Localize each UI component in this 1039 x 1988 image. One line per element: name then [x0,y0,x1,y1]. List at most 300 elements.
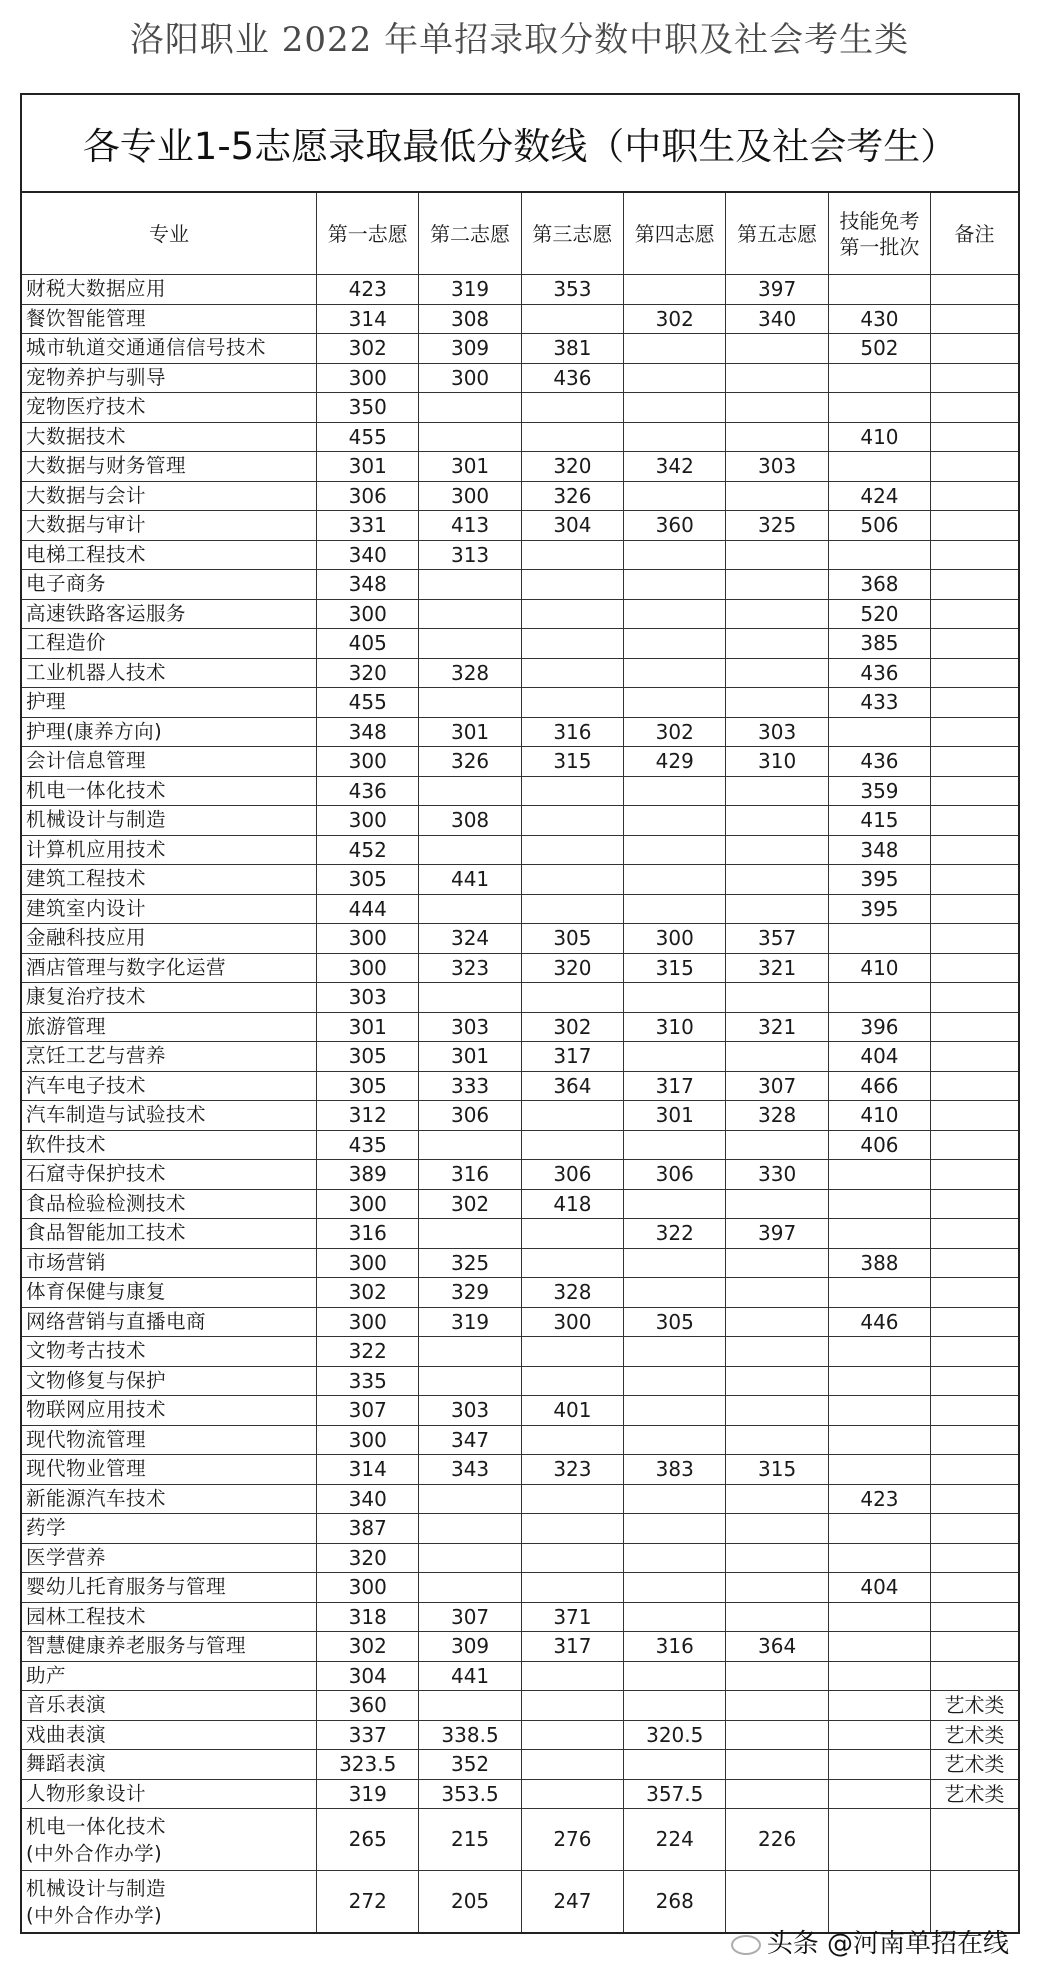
major-name: 工程造价 [26,631,107,655]
score-cell: 520 [828,599,930,629]
remark-cell: 艺术类 [931,1750,1019,1780]
score-cell: 306 [624,1160,726,1190]
table-row [21,1396,1019,1426]
score-cell: 430 [828,304,930,334]
score-cell [521,304,623,334]
watermark-logo-icon [731,1935,761,1955]
score-cell: 300 [521,1307,623,1337]
score-cell: 395 [828,865,930,895]
table-row [21,422,1019,452]
score-cell [828,1455,930,1485]
score-cell [828,1661,930,1691]
score-cell [726,658,828,688]
score-cell [828,1514,930,1544]
major-name: 建筑工程技术 [26,867,147,891]
score-cell [419,1543,521,1573]
score-cell: 435 [317,1130,419,1160]
score-cell [419,599,521,629]
major-name-cell [21,1809,317,1871]
score-cell [828,1189,930,1219]
score-cell [521,894,623,924]
table-row [21,1602,1019,1632]
score-cell [726,1720,828,1750]
remark-cell [931,894,1019,924]
remark-cell [931,1661,1019,1691]
table-row [21,1661,1019,1691]
score-cell [624,481,726,511]
score-cell: 404 [828,1042,930,1072]
score-cell: 397 [726,275,828,305]
remark-cell [931,275,1019,305]
major-name: 物联网应用技术 [26,1398,167,1422]
major-name: 护理 [26,690,67,714]
score-cell: 326 [521,481,623,511]
score-cell: 337 [317,1720,419,1750]
table-header-row [21,192,1019,275]
score-cell: 348 [317,570,419,600]
score-cell [726,334,828,364]
score-table [20,191,1020,1934]
score-cell [419,1691,521,1721]
major-name: 机械设计与制造 [26,1876,167,1900]
score-cell: 405 [317,629,419,659]
table-row [21,1425,1019,1455]
remark-cell [931,1160,1019,1190]
table-row [21,629,1019,659]
score-cell [726,1425,828,1455]
score-cell: 436 [521,363,623,393]
major-name: 高速铁路客运服务 [26,601,187,625]
remark-cell [931,806,1019,836]
remark-cell: 艺术类 [931,1720,1019,1750]
major-name-cell [21,481,317,511]
score-cell: 340 [317,1484,419,1514]
score-cell [419,422,521,452]
major-name-cell [21,422,317,452]
remark-cell [931,452,1019,482]
major-name-cell [21,806,317,836]
score-cell: 359 [828,776,930,806]
score-cell [828,1278,930,1308]
score-cell: 301 [317,452,419,482]
table-row [21,334,1019,364]
major-name: 文物考古技术 [26,1339,147,1363]
score-cell [726,481,828,511]
score-cell: 301 [317,1012,419,1042]
remark-cell [931,629,1019,659]
score-cell: 300 [317,1425,419,1455]
major-name-cell [21,1750,317,1780]
score-cell [624,835,726,865]
score-cell: 302 [317,1278,419,1308]
score-cell: 360 [317,1691,419,1721]
score-cell [624,1514,726,1544]
remark-cell [931,363,1019,393]
score-cell: 343 [419,1455,521,1485]
remark-cell [931,776,1019,806]
score-cell [726,1130,828,1160]
major-name-cell [21,1632,317,1662]
score-cell: 305 [317,865,419,895]
score-cell: 321 [726,1012,828,1042]
remark-cell [931,717,1019,747]
major-name: 护理(康养方向) [26,719,163,743]
major-name-cell [21,1514,317,1544]
score-cell: 433 [828,688,930,718]
score-cell: 303 [726,452,828,482]
score-cell: 325 [419,1248,521,1278]
major-name-cell [21,304,317,334]
major-name-cell [21,1366,317,1396]
score-cell: 303 [419,1012,521,1042]
score-cell: 413 [419,511,521,541]
table-row [21,1691,1019,1721]
major-name: 大数据与审计 [26,513,147,537]
major-name-cell [21,835,317,865]
major-name-cell [21,363,317,393]
major-name-cell [21,1396,317,1426]
major-name-cell [21,1573,317,1603]
major-name-cell [21,393,317,423]
score-cell: 300 [317,1189,419,1219]
column-header [726,192,828,275]
remark-cell [931,1307,1019,1337]
major-name: 医学营养 [26,1545,107,1569]
score-cell [828,1366,930,1396]
score-cell [521,1691,623,1721]
remark-cell [931,1573,1019,1603]
table-row [21,983,1019,1013]
score-cell: 315 [624,953,726,983]
remark-cell [931,688,1019,718]
major-name: 烹饪工艺与营养 [26,1044,167,1068]
score-cell [419,1219,521,1249]
score-cell [624,275,726,305]
score-cell [726,363,828,393]
major-name-cell [21,776,317,806]
score-cell: 306 [317,481,419,511]
major-name-cell [21,1871,317,1934]
score-cell [521,570,623,600]
score-cell: 325 [726,511,828,541]
column-header [624,192,726,275]
remark-cell [931,1219,1019,1249]
score-cell: 224 [624,1809,726,1871]
score-cell: 338.5 [419,1720,521,1750]
score-cell [726,1602,828,1632]
remark-cell [931,835,1019,865]
score-cell [624,1278,726,1308]
score-cell [624,1750,726,1780]
score-cell: 301 [624,1101,726,1131]
major-name-cell [21,1189,317,1219]
major-name: 机械设计与制造 [26,808,167,832]
score-cell: 506 [828,511,930,541]
score-cell [726,540,828,570]
score-cell [419,776,521,806]
score-cell [521,1219,623,1249]
score-cell: 328 [521,1278,623,1308]
remark-cell [931,599,1019,629]
major-name: 食品智能加工技术 [26,1221,187,1245]
score-cell [624,393,726,423]
score-cell: 313 [419,540,521,570]
major-name-cell [21,688,317,718]
score-cell: 340 [317,540,419,570]
table-body [21,275,1019,1934]
major-name: 舞蹈表演 [26,1752,107,1776]
table-row [21,894,1019,924]
score-cell: 371 [521,1602,623,1632]
score-cell: 300 [317,363,419,393]
score-cell: 322 [317,1337,419,1367]
score-cell: 381 [521,334,623,364]
major-name-cell [21,1042,317,1072]
score-cell: 304 [521,511,623,541]
major-name: 石窟寺保护技术 [26,1162,167,1186]
score-cell: 340 [726,304,828,334]
score-cell [624,1042,726,1072]
score-cell: 303 [317,983,419,1013]
score-cell [726,393,828,423]
score-cell [521,1101,623,1131]
score-cell [521,1661,623,1691]
remark-cell [931,865,1019,895]
remark-cell [931,1455,1019,1485]
major-name: 新能源汽车技术 [26,1486,167,1510]
score-cell: 268 [624,1871,726,1934]
major-name: 文物修复与保护 [26,1368,167,1392]
score-cell: 364 [726,1632,828,1662]
score-cell [828,540,930,570]
score-cell [521,629,623,659]
remark-cell [931,304,1019,334]
score-cell [726,1779,828,1809]
score-cell: 265 [317,1809,419,1871]
column-header [521,192,623,275]
score-cell: 316 [624,1632,726,1662]
score-cell [624,1691,726,1721]
score-cell [726,983,828,1013]
table-row [21,540,1019,570]
major-name: 机电一体化技术 [26,1814,167,1838]
major-name-cell [21,747,317,777]
watermark-text: 头条 @河南单招在线 [766,1929,1009,1959]
remark-cell [931,1396,1019,1426]
score-cell [726,835,828,865]
score-cell [521,1425,623,1455]
remark-cell [931,1602,1019,1632]
score-cell [521,1779,623,1809]
major-name-cell [21,334,317,364]
score-cell: 444 [317,894,419,924]
table-row [21,393,1019,423]
score-cell: 302 [624,304,726,334]
score-cell: 436 [317,776,419,806]
score-cell [726,1248,828,1278]
score-cell: 306 [521,1160,623,1190]
score-cell: 302 [521,1012,623,1042]
score-cell [521,1130,623,1160]
major-name-cell [21,1130,317,1160]
score-cell: 310 [624,1012,726,1042]
score-cell: 205 [419,1871,521,1934]
table-row [21,1484,1019,1514]
major-name: 现代物业管理 [26,1457,147,1481]
score-cell: 323 [419,953,521,983]
score-cell [521,393,623,423]
score-cell: 300 [317,953,419,983]
score-cell: 301 [419,717,521,747]
table-row [21,1042,1019,1072]
table-row [21,658,1019,688]
score-cell [828,275,930,305]
score-cell: 410 [828,422,930,452]
major-name-cell [21,953,317,983]
score-cell: 322 [624,1219,726,1249]
score-cell: 353.5 [419,1779,521,1809]
score-cell: 423 [828,1484,930,1514]
remark-cell [931,1042,1019,1072]
major-name-cell [21,1101,317,1131]
score-cell [726,865,828,895]
score-cell [419,1366,521,1396]
column-header-text: 第四志愿 [634,221,715,246]
score-cell: 302 [419,1189,521,1219]
score-cell [419,835,521,865]
major-name: 机电一体化技术 [26,778,167,802]
score-cell: 326 [419,747,521,777]
score-cell [726,1573,828,1603]
score-cell: 309 [419,1632,521,1662]
major-name: 大数据与财务管理 [26,454,187,478]
score-cell: 215 [419,1809,521,1871]
score-cell: 387 [317,1514,419,1544]
score-cell [624,1484,726,1514]
score-cell: 226 [726,1809,828,1871]
score-cell: 360 [624,511,726,541]
score-cell: 310 [726,747,828,777]
score-cell [726,1661,828,1691]
score-cell: 308 [419,304,521,334]
score-cell: 316 [419,1160,521,1190]
score-cell: 455 [317,688,419,718]
major-name-cell [21,1455,317,1485]
major-name-cell [21,1278,317,1308]
major-name: 网络营销与直播电商 [26,1309,207,1333]
score-cell [521,1514,623,1544]
table-row [21,865,1019,895]
score-cell: 304 [317,1661,419,1691]
table-row [21,1750,1019,1780]
major-name: 人物形象设计 [26,1781,147,1805]
score-cell: 348 [828,835,930,865]
remark-cell [931,1425,1019,1455]
score-cell: 316 [521,717,623,747]
major-name-cell [21,275,317,305]
score-cell [828,1691,930,1721]
score-cell: 353 [521,275,623,305]
score-cell: 429 [624,747,726,777]
score-cell: 315 [521,747,623,777]
score-cell [419,688,521,718]
table-row [21,1455,1019,1485]
score-cell: 309 [419,334,521,364]
table-row [21,1071,1019,1101]
score-cell: 436 [828,747,930,777]
score-cell: 300 [317,924,419,954]
score-cell [419,570,521,600]
major-name-cell [21,1425,317,1455]
major-name: 金融科技应用 [26,926,147,950]
remark-cell [931,393,1019,423]
major-name: 宠物医疗技术 [26,395,147,419]
score-cell: 350 [317,393,419,423]
score-cell: 368 [828,570,930,600]
remark-cell [931,1809,1019,1871]
score-cell [828,1602,930,1632]
score-cell [726,1750,828,1780]
score-cell [419,983,521,1013]
score-cell [521,983,623,1013]
score-cell: 331 [317,511,419,541]
table-row [21,1160,1019,1190]
score-cell [521,1720,623,1750]
score-cell [624,865,726,895]
score-cell: 314 [317,1455,419,1485]
remark-cell [931,1366,1019,1396]
score-cell: 329 [419,1278,521,1308]
score-cell: 300 [419,363,521,393]
score-cell [828,983,930,1013]
score-cell [521,776,623,806]
score-table-container [20,93,1020,1934]
score-cell [726,806,828,836]
score-cell [624,894,726,924]
score-cell [624,1543,726,1573]
table-row [21,1632,1019,1662]
table-row [21,1278,1019,1308]
score-cell: 357.5 [624,1779,726,1809]
score-cell [624,983,726,1013]
major-name: 旅游管理 [26,1014,107,1038]
score-cell [624,1366,726,1396]
score-cell [624,1337,726,1367]
table-title: 各专业1-5志愿录取最低分数线（中职生及社会考生） [20,93,1020,191]
score-cell [726,1543,828,1573]
score-cell [828,1543,930,1573]
score-cell [828,1425,930,1455]
score-cell [624,599,726,629]
score-cell [726,1307,828,1337]
remark-cell [931,511,1019,541]
remark-cell [931,1071,1019,1101]
score-cell [624,1130,726,1160]
table-row [21,1366,1019,1396]
score-cell: 320 [521,452,623,482]
major-name-cell [21,865,317,895]
table-row [21,1219,1019,1249]
score-cell [828,1632,930,1662]
score-cell [828,924,930,954]
major-name-cell [21,1602,317,1632]
score-cell: 330 [726,1160,828,1190]
score-cell [521,1573,623,1603]
score-cell [624,1602,726,1632]
major-name: 汽车电子技术 [26,1073,147,1097]
column-header-text: 第一批次 [839,234,920,259]
major-name: (中外合作办学) [26,1903,163,1927]
